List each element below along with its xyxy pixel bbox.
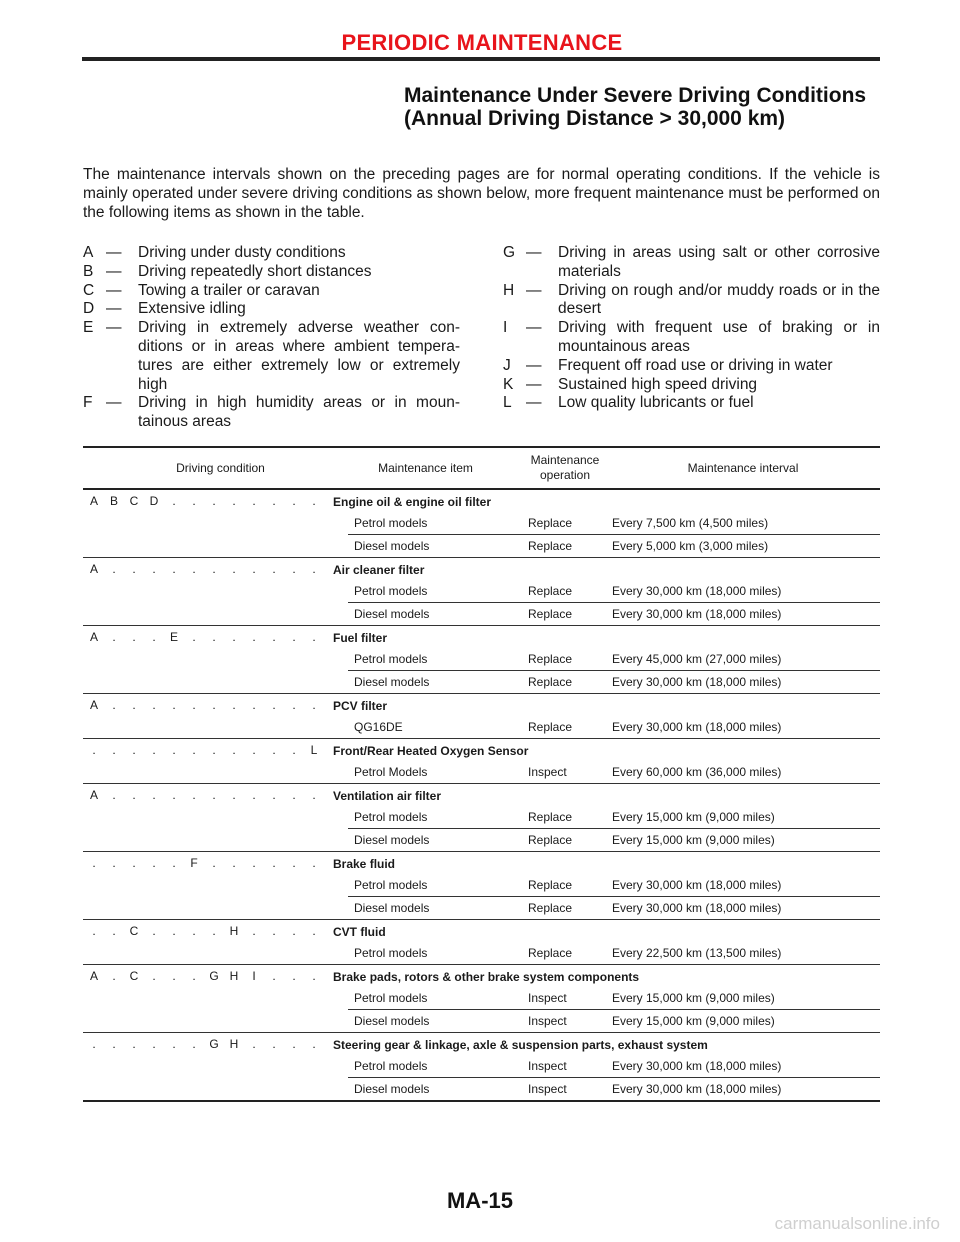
condition-code: . [212,743,216,757]
condition-item [503,319,880,357]
condition-code: . [292,788,296,802]
watermark: carmanualsonline.info [774,1214,940,1233]
condition-code: . [252,788,256,802]
row-interval: Every 30,000 km (18,000 miles) [612,901,782,915]
header-maintenance-operation: Maintenance operation [530,453,600,482]
condition-dash: — [526,244,542,261]
row-interval: Every 60,000 km (36,000 miles) [612,765,782,779]
table-group [83,852,880,920]
condition-code: . [252,494,256,508]
condition-code: . [312,630,316,644]
condition-item [503,376,880,395]
condition-code: . [172,788,176,802]
condition-code: A [89,698,98,712]
group-header [83,490,880,512]
header-driving-condition: Driving condition [176,460,265,475]
condition-code: . [92,924,96,938]
condition-code: . [232,494,236,508]
condition-text: Towing a trailer or caravan [138,281,320,299]
condition-code: G [209,1037,219,1051]
driving-condition-codes [87,856,321,871]
table-group [83,784,880,852]
driving-condition-codes [87,562,321,577]
maintenance-item: Fuel filter [333,631,388,645]
page-number: MA-15 [446,1188,513,1213]
condition-letter: K [503,375,514,393]
table-header [83,448,880,490]
table-row [83,603,880,626]
group-header [83,852,880,874]
condition-code: . [172,924,176,938]
condition-code: . [212,562,216,576]
row-model: Diesel models [354,539,430,553]
condition-letter: H [503,281,515,299]
condition-code: . [192,969,196,983]
condition-code: . [192,743,196,757]
condition-code: . [252,924,256,938]
condition-code: . [252,856,256,870]
condition-code: . [192,562,196,576]
condition-code: . [92,856,96,870]
condition-code: . [112,969,116,983]
condition-code: . [132,856,136,870]
condition-text: Low quality lubricants or fuel [558,394,754,412]
condition-code: . [172,1037,176,1051]
condition-dash: — [526,281,542,299]
condition-code: . [152,924,156,938]
condition-code: . [192,698,196,712]
table-group [83,965,880,1033]
condition-text: Frequent off road use or driving in water [558,356,833,374]
maintenance-item: Front/Rear Heated Oxygen Sensor [333,744,529,758]
row-interval: Every 15,000 km (9,000 miles) [612,810,775,824]
row-interval: Every 30,000 km (18,000 miles) [612,720,782,734]
condition-dash: — [106,244,122,261]
condition-item [83,263,460,282]
group-header [83,739,880,761]
row-interval: Every 30,000 km (18,000 miles) [612,1082,782,1096]
condition-code: . [252,562,256,576]
table-row [348,580,880,603]
condition-code: . [292,630,296,644]
condition-letter: G [503,244,516,261]
condition-code: . [212,856,216,870]
group-header [83,626,880,648]
intro-paragraph: The maintenance intervals shown on the preceding pages are for normal operating conditions. If the vehicle is mainly operated under severe driving conditions as shown below, more frequent maintenance must be performed on the following items as shown in the table. [83,166,880,221]
condition-code: . [152,743,156,757]
group-header [83,920,880,942]
maintenance-item: Brake fluid [333,857,396,871]
condition-code: . [312,856,316,870]
condition-letter: D [83,300,95,318]
condition-code: . [292,494,296,508]
condition-code: . [272,856,276,870]
condition-code: . [312,698,316,712]
condition-code: . [112,630,116,644]
condition-code: . [152,698,156,712]
table-row [83,535,880,558]
row-interval: Every 30,000 km (18,000 miles) [612,878,782,892]
condition-code: . [92,1037,96,1051]
condition-text: Extensive idling [138,300,246,318]
condition-code: . [132,698,136,712]
condition-code: . [192,630,196,644]
row-model: Petrol Models [354,765,428,779]
row-operation: Inspect [528,1082,567,1096]
table-row [348,806,880,829]
condition-code: . [292,856,296,870]
condition-item [503,357,880,376]
condition-code: I [252,969,256,983]
condition-code: . [312,562,316,576]
condition-item [503,244,880,282]
condition-code: C [129,494,139,508]
condition-item [83,244,460,263]
row-operation: Inspect [528,991,567,1005]
condition-code: C [129,969,139,983]
condition-code: G [209,969,219,983]
page-header-title: PERIODIC MAINTENANCE [341,30,623,55]
row-operation: Inspect [528,1059,567,1073]
row-interval: Every 15,000 km (9,000 miles) [612,1014,775,1028]
condition-code: . [192,1037,196,1051]
driving-condition-codes [87,788,321,803]
condition-code: . [272,1037,276,1051]
condition-dash: — [526,375,542,393]
condition-code: . [212,924,216,938]
table-row [83,716,880,739]
condition-code: . [232,562,236,576]
row-model: Diesel models [354,833,430,847]
table-group [83,694,880,739]
condition-code: . [112,743,116,757]
condition-code: . [172,969,176,983]
condition-code: . [272,924,276,938]
driving-condition-codes [87,494,321,509]
condition-code: . [172,698,176,712]
row-operation: Replace [528,675,573,689]
condition-dash: — [526,394,542,412]
condition-code: . [232,630,236,644]
row-model: Petrol models [354,946,428,960]
condition-letter: C [83,281,95,299]
condition-code: L [310,743,318,757]
condition-code: . [132,630,136,644]
condition-code: . [192,494,196,508]
condition-letter: E [83,319,94,337]
row-operation: Replace [528,720,573,734]
row-operation: Replace [528,946,573,960]
condition-code: . [152,1037,156,1051]
condition-code: . [312,1037,316,1051]
row-interval: Every 15,000 km (9,000 miles) [612,991,775,1005]
condition-code: . [272,969,276,983]
condition-code: . [192,788,196,802]
condition-code: . [312,494,316,508]
group-header [83,558,880,580]
condition-code: . [212,788,216,802]
condition-dash: — [526,319,542,337]
condition-code: . [312,788,316,802]
condition-code: . [272,788,276,802]
condition-code: . [92,743,96,757]
condition-code: . [112,924,116,938]
maintenance-item: Air cleaner filter [333,563,425,577]
row-operation: Replace [528,584,573,598]
condition-item [83,394,460,432]
condition-code: . [272,630,276,644]
condition-text: Driving on rough and/or muddy roads or in the desert [558,281,880,318]
condition-letter: J [503,356,511,374]
row-model: Diesel models [354,901,430,915]
condition-item [503,282,880,320]
condition-code: . [252,630,256,644]
row-model: Petrol models [354,878,428,892]
table-group [83,739,880,784]
driving-condition-codes [87,1037,321,1052]
condition-code: . [312,924,316,938]
condition-code: . [152,630,156,644]
condition-code: . [112,562,116,576]
condition-code: . [152,969,156,983]
row-model: QG16DE [354,720,403,734]
row-interval: Every 15,000 km (9,000 miles) [612,833,775,847]
condition-text: Driving repeatedly short distances [138,262,372,280]
condition-code: . [152,788,156,802]
condition-dash: — [526,356,542,374]
section-title: Maintenance Under Severe Driving Conditions (Annual Driving Distance > 30,000 km) [404,84,867,130]
row-model: Diesel models [354,675,430,689]
driving-condition-codes [87,630,321,645]
row-interval: Every 30,000 km (18,000 miles) [612,584,782,598]
condition-code: . [232,698,236,712]
condition-code: . [112,788,116,802]
row-model: Petrol models [354,1059,428,1073]
table-group [83,490,880,558]
condition-code: A [89,494,98,508]
condition-code: A [89,788,98,802]
row-model: Diesel models [354,1082,430,1096]
table-row [83,761,880,784]
row-operation: Replace [528,607,573,621]
condition-item [83,319,460,394]
table-body [83,490,880,1102]
group-header [83,694,880,716]
condition-code: . [232,788,236,802]
table-group [83,558,880,626]
condition-code: . [252,698,256,712]
condition-code: . [292,924,296,938]
condition-code: . [292,562,296,576]
group-header [83,965,880,987]
row-interval: Every 22,500 km (13,500 miles) [612,946,782,960]
table-row [83,829,880,852]
condition-code: . [292,698,296,712]
condition-code: . [272,743,276,757]
row-operation: Replace [528,652,573,666]
condition-text: Driving under dusty conditions [138,244,346,261]
condition-code: F [190,856,198,870]
condition-code: . [252,1037,256,1051]
condition-letter: F [83,394,93,412]
table-row [348,987,880,1010]
row-operation: Inspect [528,765,567,779]
condition-code: C [129,924,139,938]
conditions-right-column [503,244,880,413]
condition-code: . [112,698,116,712]
row-model: Petrol models [354,516,428,530]
condition-text: Driving in high humidity areas or in moun-tainous areas [138,394,460,431]
driving-condition-codes [87,698,321,713]
condition-code: . [272,698,276,712]
condition-code: . [132,788,136,802]
row-interval: Every 7,500 km (4,500 miles) [612,516,769,530]
group-header [83,1033,880,1055]
condition-code: . [212,494,216,508]
table-group [83,1033,880,1102]
row-operation: Replace [528,901,573,915]
condition-item [83,282,460,301]
condition-code: . [212,630,216,644]
row-interval: Every 30,000 km (18,000 miles) [612,675,782,689]
condition-item [83,300,460,319]
row-model: Petrol models [354,584,428,598]
condition-code: . [232,743,236,757]
condition-code: . [112,856,116,870]
condition-text: Sustained high speed driving [558,375,758,393]
condition-dash: — [106,281,122,299]
condition-text: Driving in extremely adverse weather con-ditions or in areas where ambient tempera-tures are either extremely low or extremely high [138,319,460,393]
maintenance-item: Brake pads, rotors & other brake system components [333,970,640,984]
condition-code: . [152,856,156,870]
table-row [348,512,880,535]
row-interval: Every 30,000 km (18,000 miles) [612,607,782,621]
table-row [83,1078,880,1102]
row-model: Petrol models [354,991,428,1005]
condition-letter: A [83,244,94,261]
maintenance-item: Ventilation air filter [333,789,442,803]
row-interval: Every 45,000 km (27,000 miles) [612,652,782,666]
row-operation: Inspect [528,1014,567,1028]
condition-code: . [172,494,176,508]
maintenance-table [83,446,880,1102]
condition-code: . [272,494,276,508]
condition-code: . [292,743,296,757]
condition-dash: — [106,262,122,280]
condition-code: . [232,856,236,870]
row-operation: Replace [528,833,573,847]
condition-code: . [132,562,136,576]
condition-code: . [152,562,156,576]
driving-condition-codes [87,969,321,984]
condition-code: . [192,924,196,938]
maintenance-item: CVT fluid [333,925,386,939]
row-model: Diesel models [354,1014,430,1028]
condition-text: Driving with frequent use of braking or in mountainous areas [558,319,880,355]
condition-item [503,394,880,413]
table-row [83,671,880,694]
row-interval: Every 30,000 km (18,000 miles) [612,1059,782,1073]
maintenance-item: Steering gear & linkage, axle & suspension parts, exhaust system [333,1038,708,1052]
condition-letter: I [503,319,508,337]
table-row [348,1055,880,1078]
row-model: Petrol models [354,810,428,824]
table-row [348,874,880,897]
table-group [83,626,880,694]
header-maintenance-interval: Maintenance interval [687,460,799,475]
condition-text: Driving in areas using salt or other corrosive materials [558,244,880,280]
row-operation: Replace [528,516,573,530]
condition-code: H [229,924,239,938]
condition-code: . [172,562,176,576]
condition-dash: — [106,319,122,337]
maintenance-item: Engine oil & engine oil filter [333,495,492,509]
condition-code: . [212,698,216,712]
condition-code: . [112,1037,116,1051]
condition-code: D [149,494,159,508]
driving-condition-codes [87,743,321,758]
header-maintenance-item: Maintenance item [378,460,473,475]
table-row [83,942,880,965]
condition-letter: B [83,262,94,280]
group-header [83,784,880,806]
condition-code: A [89,630,98,644]
condition-dash: — [106,394,122,412]
header-rule [82,57,880,61]
row-operation: Replace [528,810,573,824]
condition-code: . [172,743,176,757]
row-operation: Replace [528,878,573,892]
condition-dash: — [106,300,122,318]
condition-letter: L [503,394,512,412]
condition-code: . [272,562,276,576]
table-group [83,920,880,965]
row-model: Petrol models [354,652,428,666]
condition-code: . [252,743,256,757]
driving-condition-codes [87,924,321,939]
maintenance-item: PCV filter [333,699,388,713]
table-row [83,1010,880,1033]
condition-code: . [312,969,316,983]
condition-code: B [109,494,118,508]
table-row [83,897,880,920]
condition-code: . [292,969,296,983]
condition-code: H [229,1037,239,1051]
condition-code: E [169,630,178,644]
condition-code: . [292,1037,296,1051]
row-model: Diesel models [354,607,430,621]
condition-code: H [229,969,239,983]
conditions-left-column [83,244,460,432]
row-interval: Every 5,000 km (3,000 miles) [612,539,769,553]
condition-code: A [89,969,98,983]
table-row [348,648,880,671]
condition-code: A [89,562,98,576]
row-operation: Replace [528,539,573,553]
condition-code: . [132,1037,136,1051]
condition-code: . [132,743,136,757]
condition-code: . [172,856,176,870]
